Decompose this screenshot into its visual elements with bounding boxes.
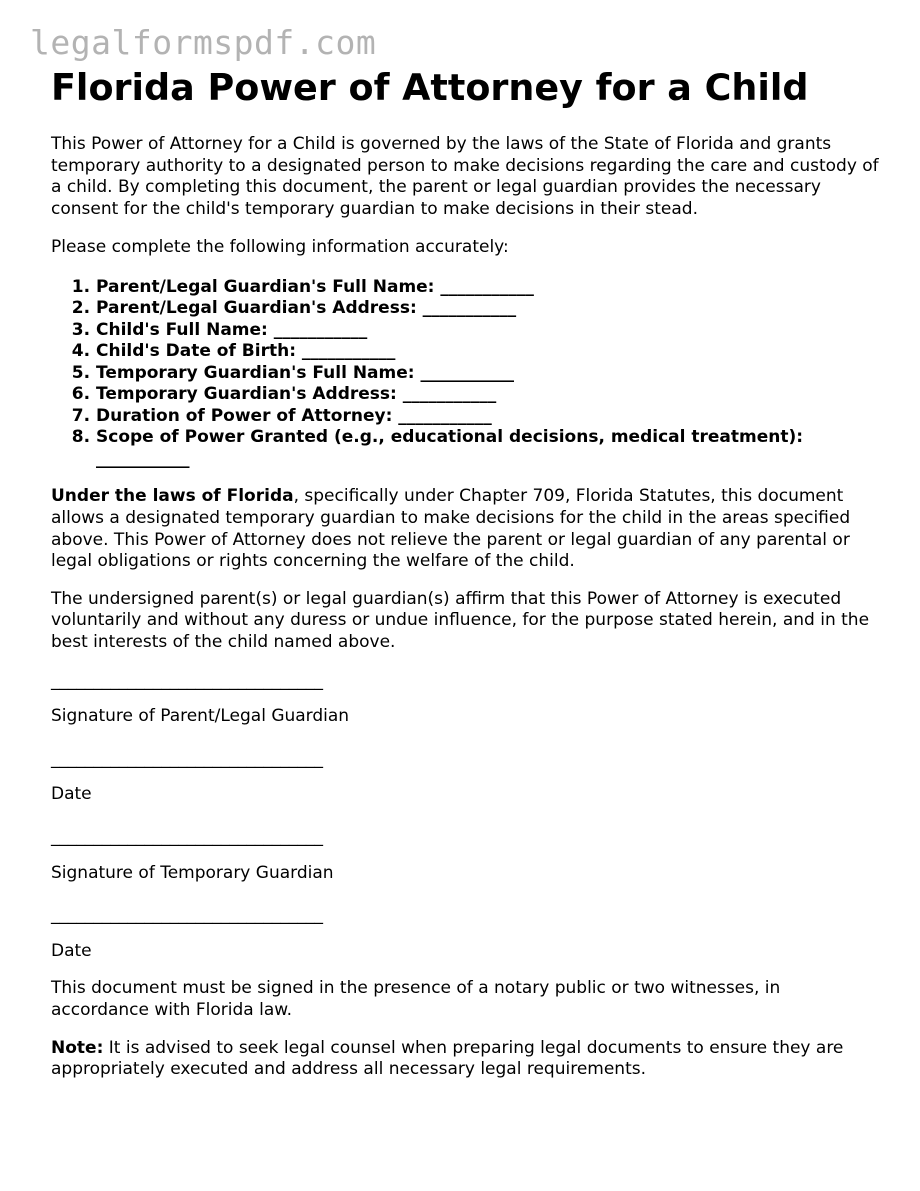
field-scope-of-power: 8. Scope of Power Granted (e.g., educational decisions, medical treatment): ___________ xyxy=(96,427,881,470)
field-temporary-guardian-name: 5. Temporary Guardian's Full Name: ___________ xyxy=(96,363,881,385)
signature-block xyxy=(51,671,881,963)
guardian-date-line: ________________________________ xyxy=(51,905,323,926)
note-paragraph xyxy=(51,1038,881,1081)
field-child-name: 3. Child's Full Name: ___________ xyxy=(96,320,881,342)
document xyxy=(51,66,881,1081)
note-lead: Note: xyxy=(51,1037,104,1058)
guardian-signature-line: ________________________________ xyxy=(51,827,323,847)
field-duration: 7. Duration of Power of Attorney: ___________ xyxy=(96,406,881,428)
parent-date-label: Date xyxy=(51,784,92,805)
guardian-date-label: Date xyxy=(51,940,92,961)
watermark: legalformspdf.com xyxy=(30,23,377,62)
field-parent-name: 1. Parent/Legal Guardian's Full Name: ___________ xyxy=(96,277,881,299)
legal-basis-lead: Under the laws of Florida xyxy=(51,486,294,507)
instructions-text: Please complete the following information accurately: xyxy=(51,237,509,258)
notary-paragraph: This document must be signed in the presence of a notary public or two witnesses, in accordance with Florida law. xyxy=(51,978,781,1020)
parent-signature-line: ________________________________ xyxy=(51,670,323,691)
field-parent-address: 2. Parent/Legal Guardian's Address: ___________ xyxy=(96,298,881,320)
information-fields-list xyxy=(51,277,881,471)
legal-basis-text: , specifically under Chapter 709, Florida Statutes, this document allows a designated temporary guardian to make decisions for the child in the areas specified above. This Power of Attorney does not relieve the parent or legal guardian of any parental or legal obligations or rights concerning the welfare of the child. xyxy=(51,486,851,572)
guardian-signature-label: Signature of Temporary Guardian xyxy=(51,862,334,883)
intro-paragraph: This Power of Attorney for a Child is governed by the laws of the State of Florida and grants temporary authority to a designated person to make decisions regarding the care and custody of a child. By completing this document, the parent or legal guardian provides the necessary consent for the child's temporary guardian to make decisions in their stead. xyxy=(51,134,879,219)
note-text: It is advised to seek legal counsel when preparing legal documents to ensure they are appropriately executed and address all necessary legal requirements. xyxy=(51,1037,844,1080)
field-child-dob: 4. Child's Date of Birth: ___________ xyxy=(96,341,881,363)
legal-basis-paragraph xyxy=(51,486,881,572)
parent-signature-label: Signature of Parent/Legal Guardian xyxy=(51,706,350,727)
affirmation-paragraph: The undersigned parent(s) or legal guardian(s) affirm that this Power of Attorney is executed voluntarily and without any duress or undue influence, for the purpose stated herein, and in the best interests of the child named above. xyxy=(51,588,870,653)
field-temporary-guardian-address: 6. Temporary Guardian's Address: ___________ xyxy=(96,384,881,406)
page-title: Florida Power of Attorney for a Child xyxy=(51,66,809,109)
parent-date-line: ________________________________ xyxy=(51,748,323,769)
